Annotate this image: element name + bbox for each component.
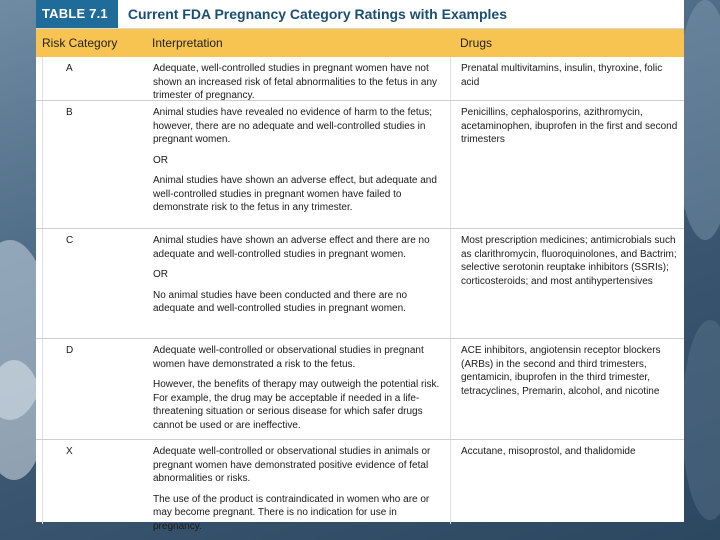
interpretation-or: OR — [153, 154, 168, 166]
table-title: Current FDA Pregnancy Category Ratings with Examples — [127, 6, 507, 22]
drugs-cell: Prenatal multivitamins, insulin, thyroxine, folic acid — [450, 57, 684, 100]
interpretation-text: Adequate well-controlled or observational studies in pregnant women have demonstrated a risk to the fetus. — [153, 345, 424, 370]
interpretation-text: Adequate well-controlled or observational studies in animals or pregnant women have demonstrated positive evidence of fetal abnormalities or risks. — [153, 446, 431, 484]
column-header-row — [36, 29, 684, 57]
column-header-drugs: Drugs — [460, 36, 493, 50]
risk-category: A — [66, 63, 73, 74]
interpretation-cell — [42, 57, 450, 100]
interpretation-cell — [42, 101, 450, 228]
interpretation-text: The use of the product is contraindicated in women who are or may become pregnant. There is no indication for use in pregnancy. — [153, 493, 430, 532]
table-slide — [36, 0, 684, 532]
risk-category: B — [66, 107, 73, 118]
table-row-a — [36, 57, 684, 101]
interpretation-text: Animal studies have revealed no evidence of harm to the fetus; however, there are no adequate and well-controlled studies in pregnant women. — [153, 107, 433, 145]
interpretation-text: However, the benefits of therapy may outweigh the potential risk. For example, the drug may be acceptable if needed in a life-threatening situation or serious disease for which safer drugs cannot be used or are ineffective. — [153, 379, 440, 431]
table-row-x — [36, 440, 684, 532]
column-header-risk: Risk Category — [42, 36, 118, 50]
interpretation-cell — [42, 440, 450, 532]
drugs-cell: Most prescription medicines; antimicrobials such as clarithromycin, fluoroquinolones, and Bactrim; selective serotonin reuptake inhibitors (SSRIs); corticosteroids; and most antihypertensives — [450, 229, 684, 338]
table-header — [36, 0, 684, 29]
drugs-cell: Accutane, misoprostol, and thalidomide — [450, 440, 684, 524]
table-number: TABLE 7.1 — [36, 0, 118, 28]
drugs-cell: ACE inhibitors, angiotensin receptor blockers (ARBs) in the second and third trimesters, gentamicin, ibuprofen in the third trimester, tetracyclines, Premarin, alcohol, and nicotine — [450, 339, 684, 439]
table-row-b — [36, 101, 684, 229]
risk-category: D — [66, 345, 74, 356]
risk-category: C — [66, 235, 74, 246]
interpretation-cell — [42, 229, 450, 338]
column-header-interpretation: Interpretation — [152, 36, 223, 50]
risk-category: X — [66, 446, 73, 457]
table-row-d — [36, 339, 684, 440]
interpretation-or: OR — [153, 269, 168, 280]
interpretation-text: Animal studies have shown an adverse effect and there are no adequate and well-controlled studies in pregnant women. — [153, 235, 430, 260]
interpretation-cell — [42, 339, 450, 439]
interpretation-text: No animal studies have been conducted and there are no adequate and well-controlled studies in pregnant women. — [153, 289, 408, 314]
interpretation-text: Animal studies have shown an adverse effect, but adequate and well-controlled studies in pregnant women have failed to demonstrate risk to the fetus in any trimester. — [153, 175, 437, 213]
table-row-c — [36, 229, 684, 339]
interpretation-text: Adequate, well-controlled studies in pregnant women have not shown an increased risk of fetal abnormalities to the fetus in any trimester of pregnancy. — [153, 63, 438, 101]
drugs-cell: Penicillins, cephalosporins, azithromycin, acetaminophen, ibuprofen in the first and second trimesters — [450, 101, 684, 228]
